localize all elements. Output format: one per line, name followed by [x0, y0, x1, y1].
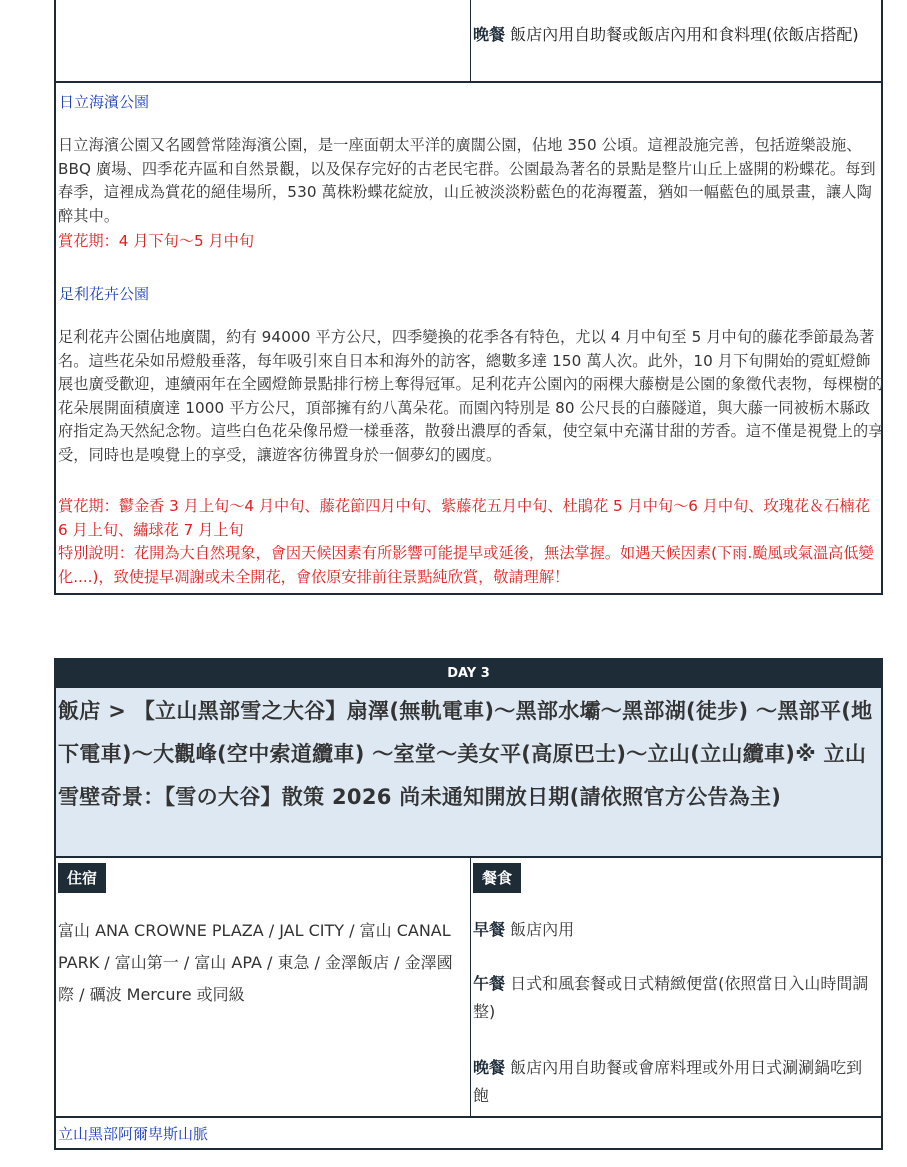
dinner-tag: 晚餐	[473, 1058, 506, 1077]
bloom-period-ashikaga: 賞花期：鬱金香 3 月上旬～4 月中旬、藤花節四月中旬、紫藤花五月中旬、杜鵑花 5 月中旬～6 月中旬、玫瑰花＆石楠花 6 月上旬、繡球花 7 月上旬	[58, 497, 870, 539]
spot-desc-hitachi: 日立海濱公園又名國營常陸海濱公園，是一座面朝太平洋的廣闊公園，佔地 350 公頃。這裡設施完善，包括遊樂設施、BBQ 廣場、四季花卉區和自然景觀，以及保存完好的古老民宅群。公園最為著名的景點是整片山丘上盛開的粉蝶花。每到春季，這裡成為賞花的絕佳場所，530 萬株粉蝶花綻放，山丘被淡淡粉藍色的花海覆蓋，猶如一幅藍色的風景畫，讓人陶醉其中。	[58, 136, 876, 225]
dinner-tag: 晚餐	[473, 25, 506, 44]
hotel-list: 富山 ANA CROWNE PLAZA / JAL CITY / 富山 CANAL PARK / 富山第一 / 富山 APA / 東急 / 金澤飯店 / 金澤國際 / 礪波 Mercure 或同級	[58, 921, 453, 1004]
next-spot-row	[56, 1116, 881, 1148]
attractions-section	[54, 83, 883, 595]
lunch-text: 日式和風套餐或日式精緻便當(依照當日入山時間調整)	[473, 974, 869, 1021]
day3-table	[54, 658, 883, 1150]
spot-desc-ashikaga: 足利花卉公園佔地廣闊，約有 94000 平方公尺，四季變換的花季各有特色，尤以 4 月中旬至 5 月中旬的藤花季節最為著名。這些花朵如吊燈般垂落，每年吸引來自日本和海外的訪客，總數多達 150 萬人次。此外，10 月下旬開始的霓虹燈飾展也廣受歡迎，連續兩年在全國燈飾景點排行榜上奪得冠軍。足利花卉公園內的兩棵大藤樹是公園的象徵代表物，每棵樹的花朵展開面積廣達 1000 平方公尺，頂部擁有約八萬朵花。而園內特別是 80 公尺長的白藤隧道，與大藤一同被栃木縣政府指定為天然紀念物。這些白色花朵像吊燈一樣垂落，散發出濃厚的香氣，使空氣中充滿甘甜的芳香。這不僅是視覺上的享受，同時也是嗅覺上的享受，讓遊客彷彿置身於一個夢幻的國度。	[58, 328, 884, 464]
bloom-period-hitachi: 賞花期：4 月下旬～5 月中旬	[58, 232, 255, 250]
dinner-text: 飯店內用自助餐或飯店內用和食料理(依飯店搭配)	[510, 25, 859, 44]
previous-day-table	[54, 0, 883, 83]
breakfast-text: 飯店內用	[510, 920, 575, 939]
breakfast-tag: 早餐	[473, 920, 506, 939]
hotel-tag: 住宿	[58, 863, 106, 893]
day-label: DAY 3	[54, 658, 883, 688]
column-divider	[470, 0, 471, 81]
dinner-text: 飯店內用自助餐或會席料理或外用日式涮涮鍋吃到飽	[473, 1058, 863, 1105]
special-note: 特別說明：花開為大自然現象，會因天候因素有所影響可能提早或延後，無法掌握。如遇天候因素(下雨.颱風或氣溫高低變化....)，致使提早凋謝或未全開花，會依原安排前往景點純欣賞，敬請理解！	[58, 544, 874, 586]
dinner-info	[473, 22, 873, 48]
day3-route: 飯店 > 【立山黑部雪之大谷】扇澤(無軌電車)～黑部水壩～黑部湖(徒步) ～黑部平(地下電車)～大觀峰(空中索道纜車) ～室堂～美女平(高原巴士)～立山(立山纜車)※ 立山雪壁奇景：【雪の大谷】散策 2026 尚未通知開放日期(請依照官方公告為主)	[56, 688, 881, 858]
spot-title-hitachi: 日立海濱公園	[59, 93, 150, 111]
spot-title-ashikaga: 足利花卉公園	[59, 285, 150, 303]
meal-tag: 餐食	[473, 863, 521, 893]
column-divider	[470, 858, 471, 1116]
lunch-info	[473, 970, 878, 1026]
next-spot-title: 立山黑部阿爾卑斯山脈	[58, 1125, 209, 1143]
breakfast-info	[473, 916, 878, 944]
dinner-info	[473, 1054, 878, 1110]
lunch-tag: 午餐	[473, 974, 506, 993]
